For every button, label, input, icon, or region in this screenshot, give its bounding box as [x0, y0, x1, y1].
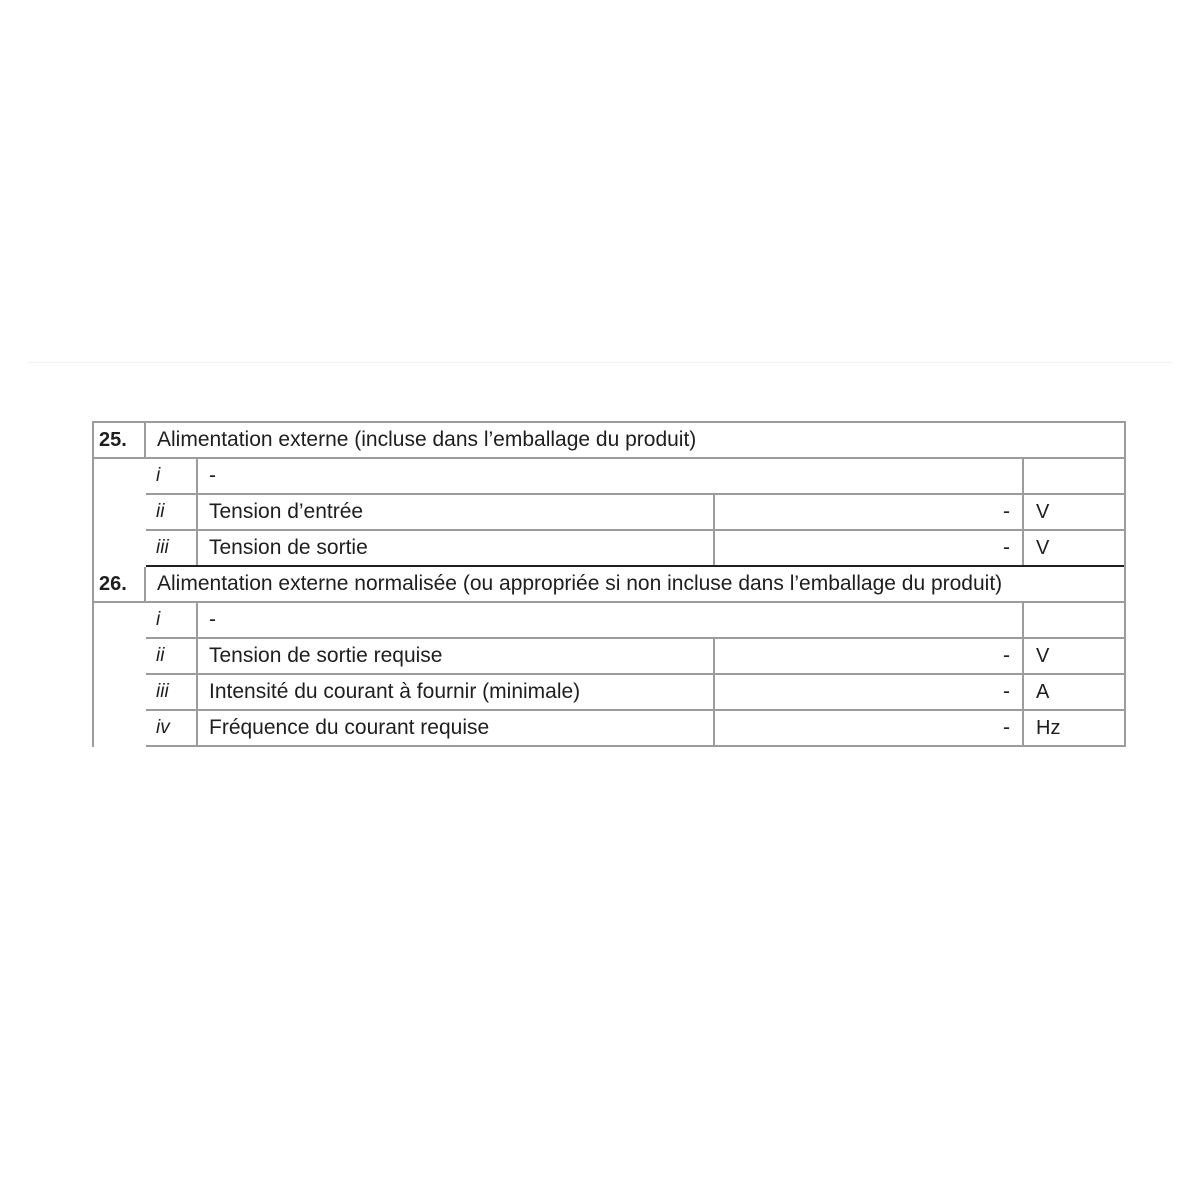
spec-row-iii — [146, 675, 1124, 711]
row-value: - — [715, 495, 1024, 529]
section-title: Alimentation externe normalisée (ou appropriée si non incluse dans l’emballage du produit) — [157, 572, 1003, 595]
row-unit: A — [1036, 680, 1050, 703]
row-index: iv — [146, 711, 198, 745]
section-number-column — [42, 459, 94, 567]
section-title: Alimentation externe (incluse dans l’emballage du produit) — [157, 428, 697, 451]
row-label: Fréquence du courant requise — [198, 711, 715, 745]
section-number-column — [42, 603, 94, 747]
row-value: - — [715, 675, 1024, 709]
section-25 — [94, 423, 1124, 567]
row-unit: Hz — [1036, 716, 1061, 739]
row-unit: V — [1036, 500, 1050, 523]
row-value: - — [715, 711, 1024, 745]
spec-row-iii — [146, 531, 1124, 567]
row-index: ii — [146, 495, 198, 529]
row-label: Intensité du courant à fournir (minimale) — [198, 675, 715, 709]
spec-row-ii — [146, 639, 1124, 675]
row-label: Tension d’entrée — [198, 495, 715, 529]
section-number: 25. — [94, 423, 146, 457]
section-number: 26. — [94, 567, 146, 601]
row-unit: V — [1036, 644, 1050, 667]
row-label: Tension de sortie — [198, 531, 715, 565]
row-label: - — [198, 603, 1024, 637]
spec-row-i — [146, 603, 1124, 639]
row-value: - — [715, 531, 1024, 565]
page-divider — [28, 362, 1172, 363]
row-index: iii — [146, 675, 198, 709]
row-label: - — [198, 459, 1024, 493]
row-index: i — [146, 603, 198, 637]
row-unit — [1024, 459, 1124, 493]
row-unit: V — [1036, 536, 1050, 559]
row-label: Tension de sortie requise — [198, 639, 715, 673]
row-index: iii — [146, 531, 198, 565]
row-index: i — [146, 459, 198, 493]
spec-row-iv — [146, 711, 1124, 747]
row-unit — [1024, 603, 1124, 637]
section-26 — [94, 567, 1124, 747]
power-supply-spec-table — [92, 421, 1126, 747]
row-index: ii — [146, 639, 198, 673]
spec-row-ii — [146, 495, 1124, 531]
section-header — [94, 567, 1124, 603]
row-value: - — [715, 639, 1024, 673]
section-header — [94, 423, 1124, 459]
spec-row-i — [146, 459, 1124, 495]
